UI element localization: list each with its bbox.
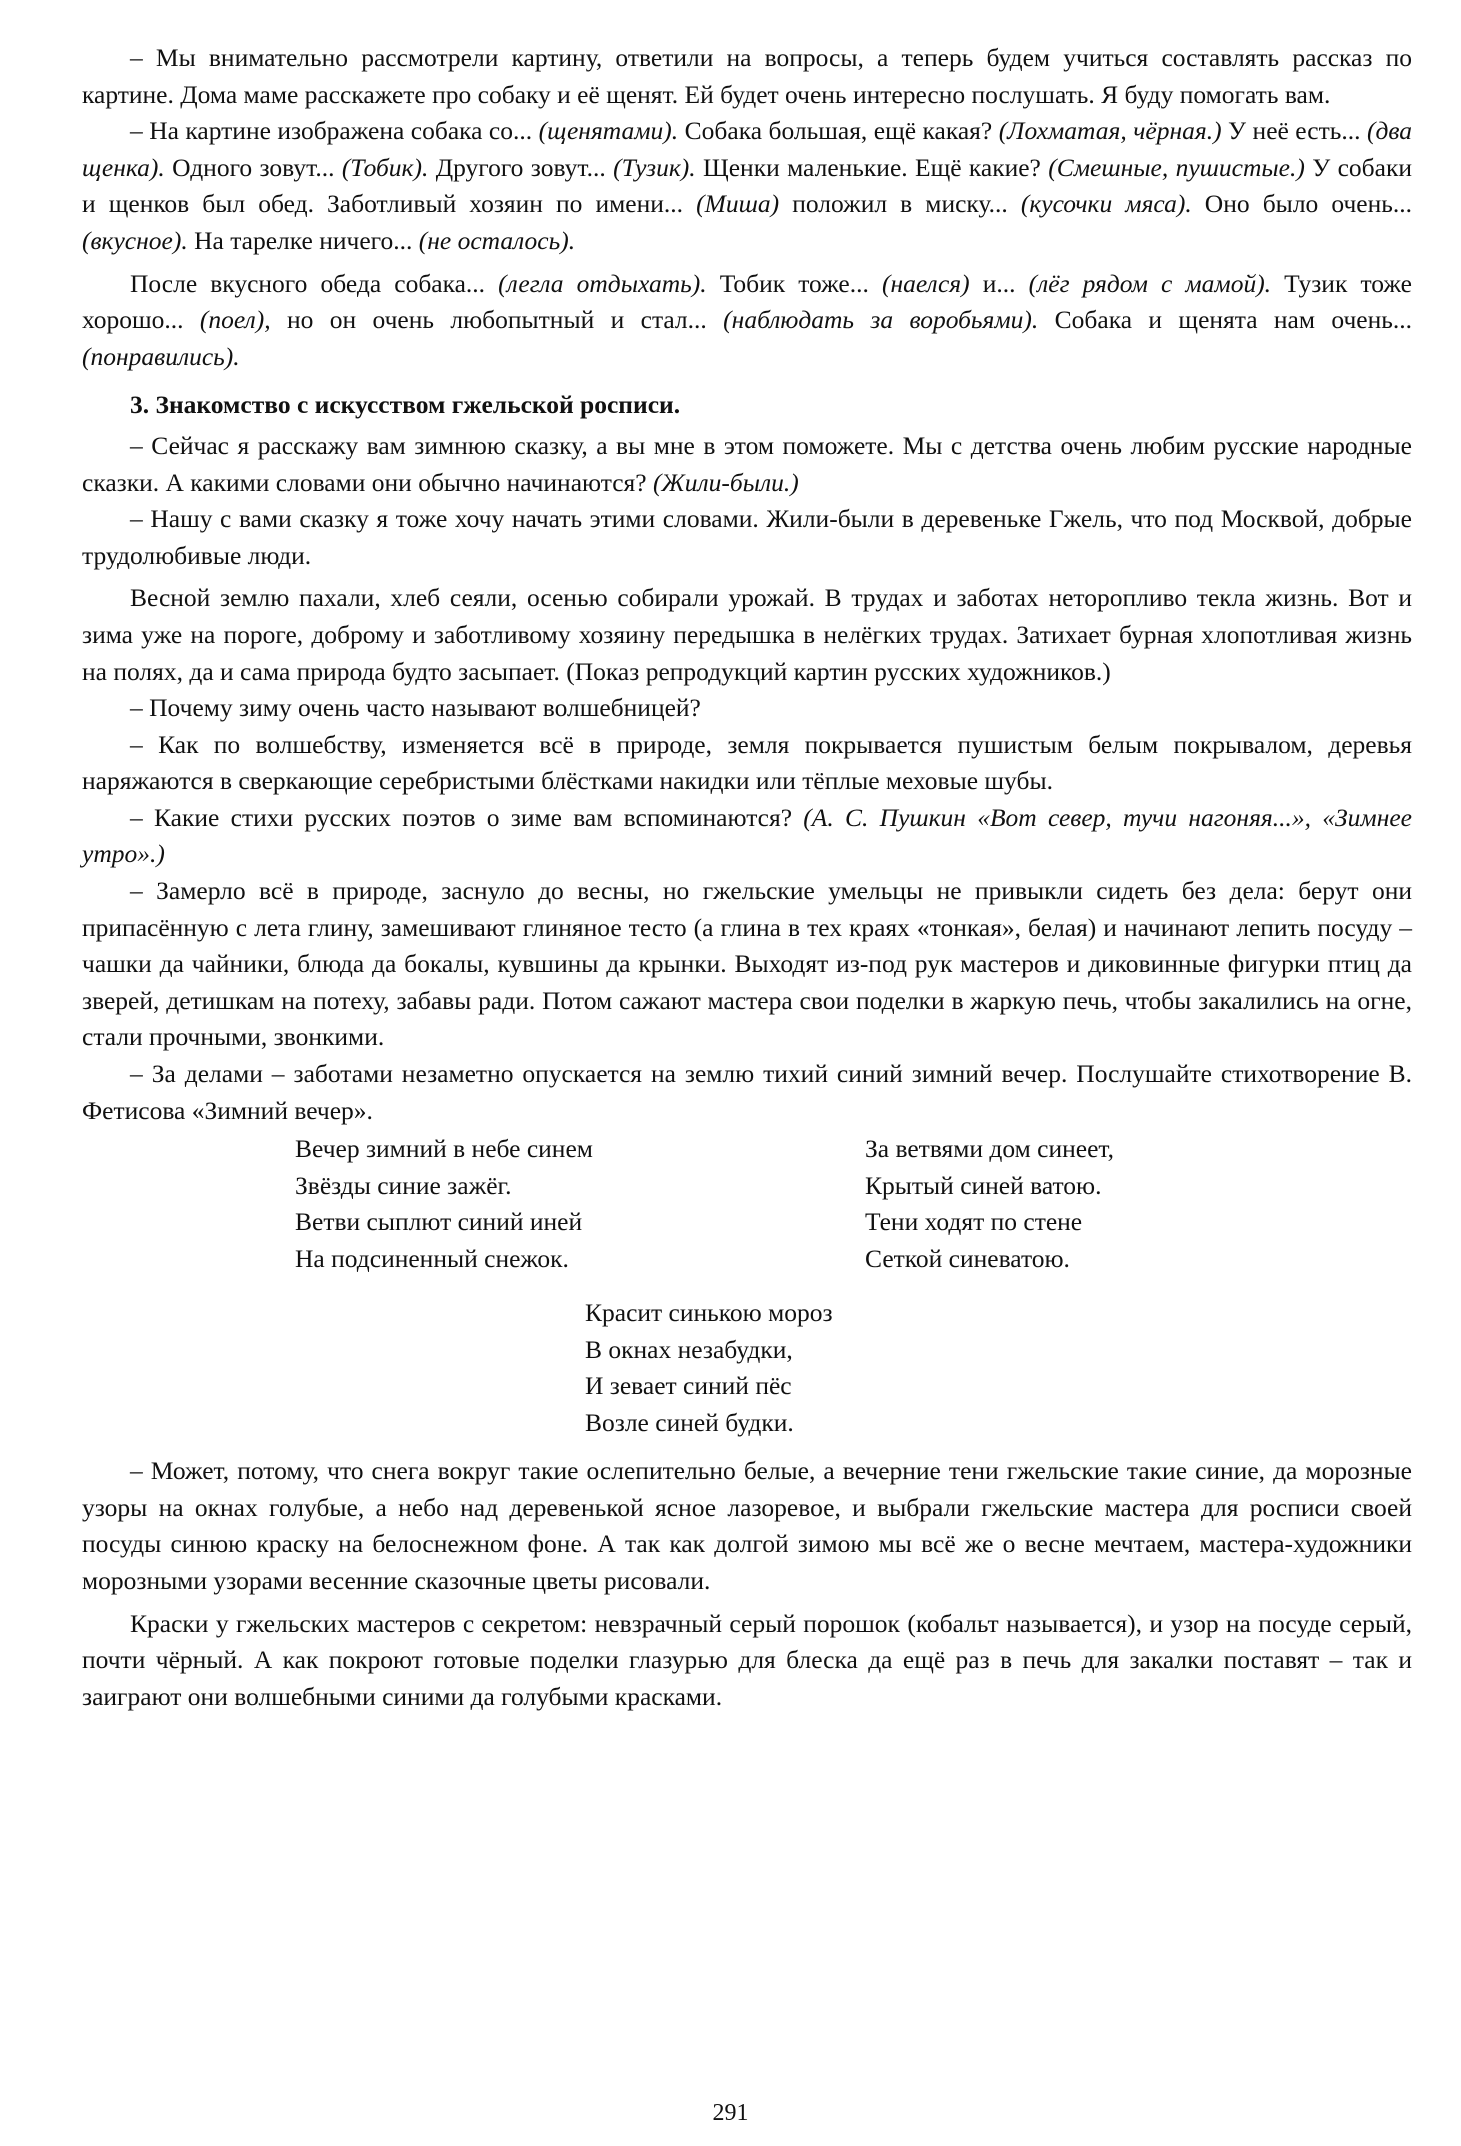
text-run: Собака большая, ещё какая? <box>678 116 999 146</box>
italic-answer: (лёг рядом с мамой). <box>1028 268 1272 298</box>
italic-answer: (Тобик). <box>341 152 429 182</box>
poem-stanza-1 <box>295 1131 593 1277</box>
text-run: Тузик тоже хорошо... <box>82 268 1412 335</box>
italic-answer: (Смешные, пушистые.) <box>1048 152 1305 182</box>
italic-answer: (два щенка). <box>82 116 1412 182</box>
paragraph <box>82 1453 1412 1599</box>
italic-answer: (вкусное). <box>82 225 188 255</box>
text-run: Щенки маленькие. Ещё какие? <box>695 152 1049 182</box>
italic-answer: (Миша) <box>696 189 780 219</box>
text-run: – Почему зиму очень часто называют волшебницей? <box>130 693 701 723</box>
text-run: Краски у гжельских мастеров с секретом: невзрачный серый порошок (кобальт называется), и узор на посуде серый, почти чёрный. А как покроют готовые поделки глазурью для блеска да ещё раз в печь для закалки поставят – так и заиграют они волшебными синими да голубыми красками. <box>82 1608 1412 1711</box>
poem-line: Ветви сыплют синий иней <box>295 1207 583 1237</box>
section-heading: 3. Знакомство с искусством гжельской росписи. <box>130 390 681 420</box>
text-run: – Нашу с вами сказку я тоже хочу начать этими словами. Жили-были в деревеньке Гжель, что под Москвой, добрые трудолюбивые люди. <box>82 504 1412 570</box>
text-run: Собака и щенята нам очень... <box>1038 305 1413 335</box>
paragraph <box>82 727 1412 800</box>
italic-answer: (Тузик). <box>613 152 696 182</box>
poem-first-stanzas <box>82 1131 1412 1281</box>
text-run: Весной землю пахали, хлеб сеяли, осенью собирали урожай. В трудах и заботах неторопливо текла жизнь. Вот и зима уже на пороге, доброму и заботливому хозяину передышка в нелёгких трудах. Затихает бурная хлопотливая жизнь на полях, да и сама природа будто засыпает. (Показ репродукций картин русских художников.) <box>82 583 1412 686</box>
italic-answer: (наелся) <box>881 268 970 298</box>
text-run: – На картине изображена собака со... <box>130 116 539 146</box>
poem-line: Звёзды синие зажёг. <box>295 1170 512 1200</box>
poem-line: На подсиненный снежок. <box>295 1244 569 1273</box>
text-run: Одного зовут... <box>164 152 342 182</box>
poem-line: Вечер зимний в небе синем <box>295 1134 593 1164</box>
text-run: У неё есть... <box>1221 116 1367 146</box>
paragraph <box>82 428 1412 501</box>
text-run: и... <box>969 268 1029 298</box>
poem-line: За ветвями дом синеет, <box>865 1134 1115 1164</box>
closing-paragraphs <box>82 1453 1412 1715</box>
poem-stanza-2 <box>865 1131 1114 1277</box>
italic-answer: (понравились). <box>82 341 240 371</box>
text-run: – Сейчас я расскажу вам зимнюю сказку, а вы мне в этом поможете. Мы с детства очень любим русские народные сказки. А какими словами они обычно начинаются? <box>82 430 1412 497</box>
paragraph <box>82 690 1412 727</box>
poem-line: Красит синькою мороз <box>585 1298 833 1328</box>
poem-line: В окнах незабудки, <box>585 1334 793 1364</box>
italic-answer: (Жили-были.) <box>652 467 799 497</box>
italic-answer: (поел), <box>199 305 271 335</box>
paragraph <box>82 800 1412 873</box>
poem-line: Тени ходят по стене <box>865 1207 1083 1237</box>
text-run: – Замерло всё в природе, заснуло до весны, но гжельские умельцы не привыкли сидеть без дела: берут они припасённую с лета глину, замешивают глиняное тесто (а глина в тех краях «тонкая», белая) и начинают лепить посуду – чашки да чайники, блюда да бокалы, кувшины да крынки. Выходят из-под рук мастеров и диковинные фигурки птиц да зверей, детишкам на потеху, забавы ради. Потом сажают мастера свои поделки в жаркую печь, чтобы закалились на огне, стали прочными, звонкими. <box>82 876 1412 1052</box>
page-number: 291 <box>712 2100 749 2126</box>
poem-stanza-3 <box>585 1295 833 1441</box>
italic-answer: (щенятами). <box>538 116 679 146</box>
italic-answer: (А. С. Пушкин «Вот север, тучи нагоняя...», «Зимнее утро».) <box>82 802 1412 869</box>
poem-line: Сеткой синеватою. <box>865 1244 1070 1273</box>
paragraph <box>82 501 1412 574</box>
intro-paragraphs <box>82 40 1412 375</box>
paragraph <box>82 113 1412 259</box>
text-run: Оно было очень... <box>1191 189 1413 219</box>
text-run: – За делами – заботами незаметно опускается на землю тихий синий зимний вечер. Послушайте стихотворение В. Фетисова «Зимний вечер». <box>82 1059 1412 1125</box>
text-run: – Как по волшебству, изменяется всё в природе, земля покрывается пушистым белым покрывалом, деревья наряжаются в сверкающие серебристыми блёстками накидки или тёплые меховые шубы. <box>82 729 1412 796</box>
text-run: После вкусного обеда собака... <box>130 268 499 298</box>
poem-line: Возле синей будки. <box>585 1408 794 1437</box>
italic-answer: (не осталось). <box>418 225 576 255</box>
paragraph <box>82 266 1412 376</box>
text-run: – Мы внимательно рассмотрели картину, ответили на вопросы, а теперь будем учиться составлять рассказ по картине. Дома маме расскажете про собаку и её щенят. Ей будет очень интересно послушать. Я буду помогать вам. <box>82 43 1412 109</box>
text-run: Другого зовут... <box>428 152 614 182</box>
text-run: На тарелке ничего... <box>187 225 419 255</box>
poem-last-stanza <box>82 1295 1412 1453</box>
poem-line: Крытый синей ватою. <box>865 1170 1102 1200</box>
text-run: Тобик тоже... <box>706 268 882 298</box>
paragraph <box>82 873 1412 1056</box>
text-run: положил в миску... <box>779 189 1021 219</box>
poem-line: И зевает синий пёс <box>585 1371 792 1401</box>
page-body <box>82 40 1412 1715</box>
paragraph <box>82 40 1412 113</box>
text-run: – Какие стихи русских поэтов о зиме вам вспоминаются? <box>130 802 804 832</box>
text-run: – Может, потому, что снега вокруг такие ослепительно белые, а вечерние тени гжельские такие синие, да морозные узоры на окнах голубые, а небо над деревенькой ясное лазоревое, и выбрали гжельские мастера для росписи своей посуды синюю краску на белоснежном фоне. А так как долгой зимою мы всё же о весне мечтаем, мастера-художники морозными узорами весенние сказочные цветы рисовали. <box>82 1456 1412 1595</box>
paragraph <box>82 1606 1412 1716</box>
italic-answer: (кусочки мяса). <box>1020 189 1192 219</box>
paragraph <box>82 580 1412 690</box>
italic-answer: (легла отдыхать). <box>498 268 707 298</box>
text-run: но он очень любопытный и стал... <box>270 305 724 335</box>
text-run: У собаки и щенков был обед. Заботливый хозяин по имени... <box>82 152 1412 219</box>
italic-answer: (Лохматая, чёрная.) <box>998 116 1222 146</box>
section-paragraphs <box>82 428 1412 1129</box>
paragraph <box>82 1056 1412 1129</box>
italic-answer: (наблюдать за воробьями). <box>723 305 1039 335</box>
